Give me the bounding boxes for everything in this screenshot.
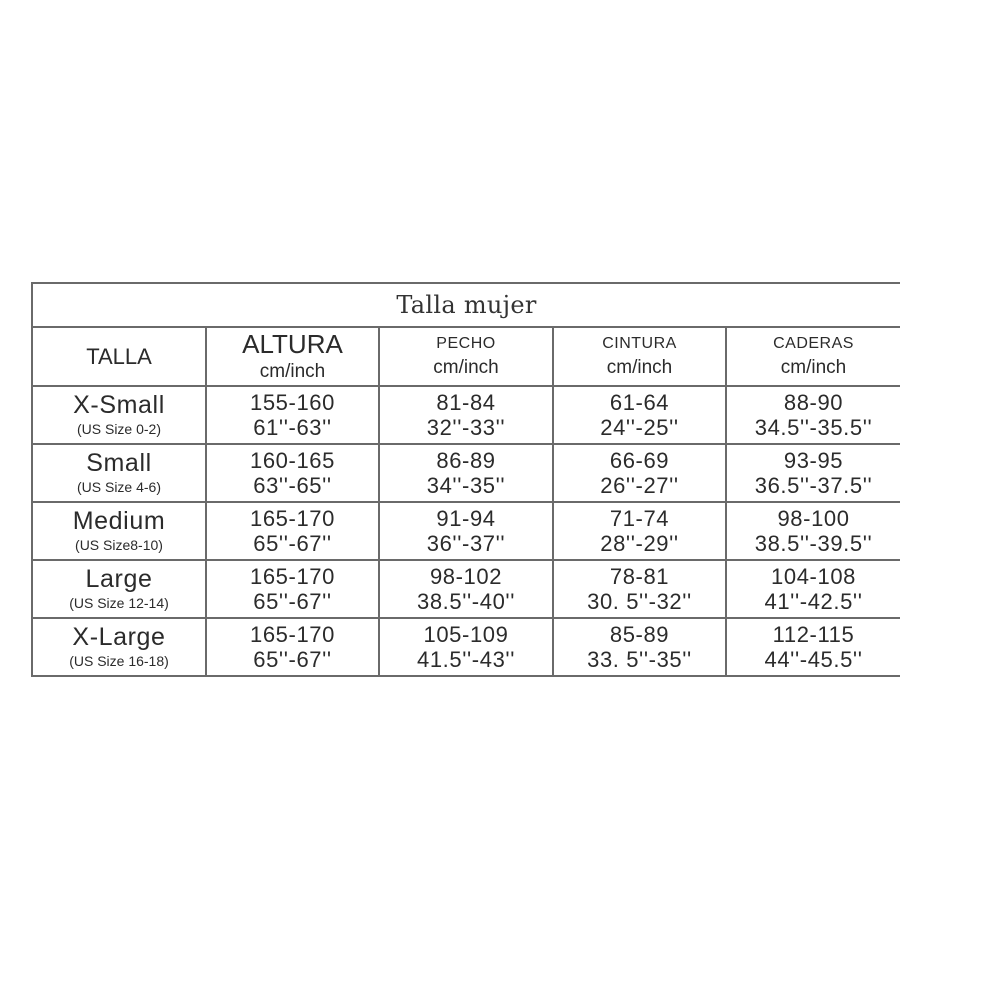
altura-inch: 63''-65''	[253, 473, 332, 498]
size-cell	[32, 386, 206, 444]
altura-cell	[206, 444, 379, 502]
caderas-inch: 34.5''-35.5''	[754, 415, 873, 440]
header-cintura	[553, 327, 726, 386]
altura-inch: 61''-63''	[253, 415, 332, 440]
us-size: (US Size8-10)	[75, 537, 163, 553]
caderas-cell	[726, 560, 900, 618]
header-row	[32, 327, 900, 386]
cintura-inch: 28''-29''	[600, 531, 679, 556]
caderas-inch: 41''-42.5''	[764, 589, 863, 614]
altura-inch: 65''-67''	[253, 589, 332, 614]
altura-cell	[206, 386, 379, 444]
us-size: (US Size 0-2)	[76, 421, 162, 437]
pecho-cell	[379, 502, 553, 560]
cintura-cm: 71-74	[609, 506, 670, 531]
pecho-cm: 91-94	[436, 506, 496, 531]
header-talla	[32, 327, 206, 386]
pecho-cell	[379, 386, 553, 444]
us-size: (US Size 12-14)	[69, 595, 169, 611]
cintura-cell	[553, 386, 726, 444]
caderas-cm: 112-115	[772, 622, 855, 647]
caderas-cell	[726, 502, 900, 560]
altura-cell	[206, 502, 379, 560]
caderas-cell	[726, 618, 900, 676]
caderas-cell	[726, 386, 900, 444]
header-pecho-label: PECHO	[436, 334, 496, 352]
pecho-cell	[379, 444, 553, 502]
pecho-cm: 98-102	[429, 564, 503, 589]
cintura-cm: 61-64	[609, 390, 670, 415]
caderas-cm: 93-95	[783, 448, 844, 473]
cintura-inch: 26''-27''	[600, 473, 679, 498]
size-cell	[32, 444, 206, 502]
size-cell	[32, 618, 206, 676]
cintura-inch: 33. 5''-35''	[587, 647, 692, 672]
altura-cm: 165-170	[250, 564, 335, 589]
header-cintura-unit: cm/inch	[606, 356, 673, 378]
altura-cm: 160-165	[250, 448, 335, 473]
size-cell	[32, 560, 206, 618]
header-altura-unit: cm/inch	[259, 360, 326, 382]
cintura-cm: 78-81	[609, 564, 670, 589]
header-caderas	[726, 327, 900, 386]
header-pecho-unit: cm/inch	[433, 356, 499, 378]
pecho-inch: 34''-35''	[426, 473, 506, 498]
table-row	[32, 386, 900, 444]
pecho-inch: 36''-37''	[426, 531, 506, 556]
size-name: X-Large	[72, 623, 166, 651]
size-cell	[32, 502, 206, 560]
header-altura-label: ALTURA	[242, 328, 343, 359]
us-size: (US Size 16-18)	[69, 653, 169, 669]
caderas-cm: 88-90	[783, 390, 844, 415]
altura-inch: 65''-67''	[253, 647, 332, 672]
table-row	[32, 618, 900, 676]
caderas-cell	[726, 444, 900, 502]
header-cintura-label: CINTURA	[602, 334, 677, 352]
header-pecho	[379, 327, 553, 386]
us-size: (US Size 4-6)	[76, 479, 162, 495]
size-chart-table	[31, 282, 900, 677]
altura-inch: 65''-67''	[253, 531, 332, 556]
pecho-cell	[379, 618, 553, 676]
caderas-inch: 38.5''-39.5''	[754, 531, 873, 556]
header-altura	[206, 327, 379, 386]
altura-cm: 155-160	[250, 390, 335, 415]
size-name: Large	[85, 565, 153, 593]
cintura-cell	[553, 560, 726, 618]
altura-cell	[206, 560, 379, 618]
cintura-inch: 24''-25''	[600, 415, 679, 440]
caderas-cm: 104-108	[771, 564, 856, 589]
caderas-inch: 36.5''-37.5''	[754, 473, 873, 498]
cintura-cm: 66-69	[609, 448, 670, 473]
header-talla-label: TALLA	[86, 343, 152, 369]
altura-cell	[206, 618, 379, 676]
pecho-cm: 105-109	[423, 622, 509, 647]
header-caderas-unit: cm/inch	[780, 356, 847, 378]
header-caderas-label: CADERAS	[773, 334, 854, 352]
cintura-cell	[553, 444, 726, 502]
cintura-cm: 85-89	[609, 622, 670, 647]
pecho-cell	[379, 560, 553, 618]
pecho-inch: 32''-33''	[426, 415, 506, 440]
size-name: Medium	[72, 507, 166, 535]
size-name: Small	[86, 449, 152, 477]
pecho-cm: 86-89	[436, 448, 496, 473]
cintura-cell	[553, 618, 726, 676]
cintura-cell	[553, 502, 726, 560]
table-row	[32, 502, 900, 560]
pecho-inch: 38.5''-40''	[416, 589, 516, 614]
altura-cm: 165-170	[250, 506, 335, 531]
size-name: X-Small	[73, 391, 165, 419]
table-title: Talla mujer	[396, 291, 537, 319]
table-title-cell	[32, 283, 900, 327]
altura-cm: 165-170	[250, 622, 335, 647]
caderas-cm: 98-100	[777, 506, 850, 531]
caderas-inch: 44''-45.5''	[764, 647, 863, 672]
pecho-cm: 81-84	[436, 390, 496, 415]
title-row	[32, 283, 900, 327]
pecho-inch: 41.5''-43''	[416, 647, 516, 672]
table-row	[32, 444, 900, 502]
cintura-inch: 30. 5''-32''	[587, 589, 692, 614]
table-row	[32, 560, 900, 618]
